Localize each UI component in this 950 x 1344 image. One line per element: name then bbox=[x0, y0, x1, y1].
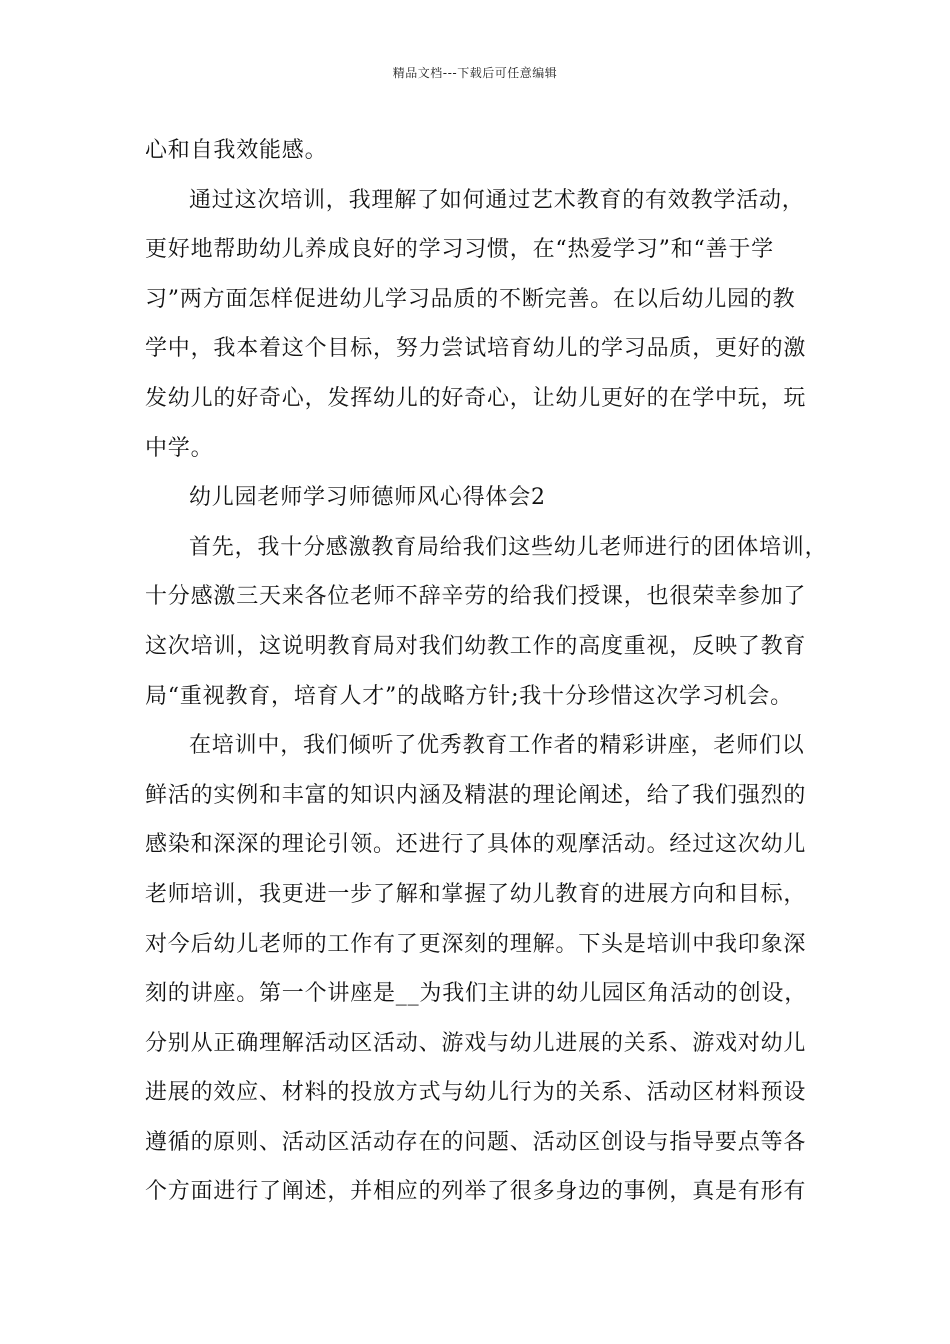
text-line: 鲜活的实例和丰富的知识内涵及精湛的理论阐述，给了我们强烈的 bbox=[145, 782, 807, 808]
document-body bbox=[145, 126, 828, 1217]
text-line: 进展的效应、材料的投放方式与幼儿行为的关系、活动区材料预设 bbox=[145, 1080, 807, 1106]
text-line: 中学。 bbox=[145, 435, 214, 461]
text-line: 十分感激三天来各位老师不辞辛劳的给我们授课，也很荣幸参加了 bbox=[145, 584, 807, 610]
text-line: 心和自我效能感。 bbox=[145, 138, 328, 163]
text-line: 首先，我十分感激教育局给我们这些幼儿老师进行的团体培训， bbox=[189, 534, 828, 560]
section-heading: 幼儿园老师学习师德师风心得体会2 bbox=[189, 485, 546, 511]
text-line: 学中，我本着这个目标，努力尝试培育幼儿的学习品质，更好的激 bbox=[145, 336, 807, 362]
text-line: 分别从正确理解活动区活动、游戏与幼儿进展的关系、游戏对幼儿 bbox=[145, 1030, 807, 1056]
text-line: 习”两方面怎样促进幼儿学习品质的不断完善。在以后幼儿园的教 bbox=[145, 286, 796, 312]
text-line: 这次培训，这说明教育局对我们幼教工作的高度重视，反映了教育 bbox=[145, 633, 807, 659]
page-header: 精品文档---下载后可任意编辑 bbox=[392, 66, 558, 80]
text-line: 刻的讲座。第一个讲座是__为我们主讲的幼儿园区角活动的创设， bbox=[145, 981, 808, 1007]
text-line: 感染和深深的理论引领。还进行了具体的观摩活动。经过这次幼儿 bbox=[145, 832, 807, 858]
text-line: 对今后幼儿老师的工作有了更深刻的理解。下头是培训中我印象深 bbox=[145, 931, 807, 957]
text-line: 局“重视教育，培育人才”的战略方针;我十分珍惜这次学习机会。 bbox=[145, 683, 793, 709]
text-line: 老师培训，我更进一步了解和掌握了幼儿教育的进展方向和目标， bbox=[145, 881, 807, 907]
text-line: 通过这次培训，我理解了如何通过艺术教育的有效教学活动， bbox=[189, 187, 805, 213]
text-line: 在培训中，我们倾听了优秀教育工作者的精彩讲座，老师们以 bbox=[189, 733, 805, 759]
text-line: 遵循的原则、活动区活动存在的问题、活动区创设与指导要点等各 bbox=[145, 1129, 807, 1155]
text-line: 更好地帮助幼儿养成良好的学习习惯，在“热爱学习”和“善于学 bbox=[145, 237, 774, 263]
text-line: 个方面进行了阐述，并相应的列举了很多身边的事例，真是有形有 bbox=[145, 1179, 807, 1205]
text-line: 发幼儿的好奇心，发挥幼儿的好奇心，让幼儿更好的在学中玩，玩 bbox=[145, 385, 807, 411]
